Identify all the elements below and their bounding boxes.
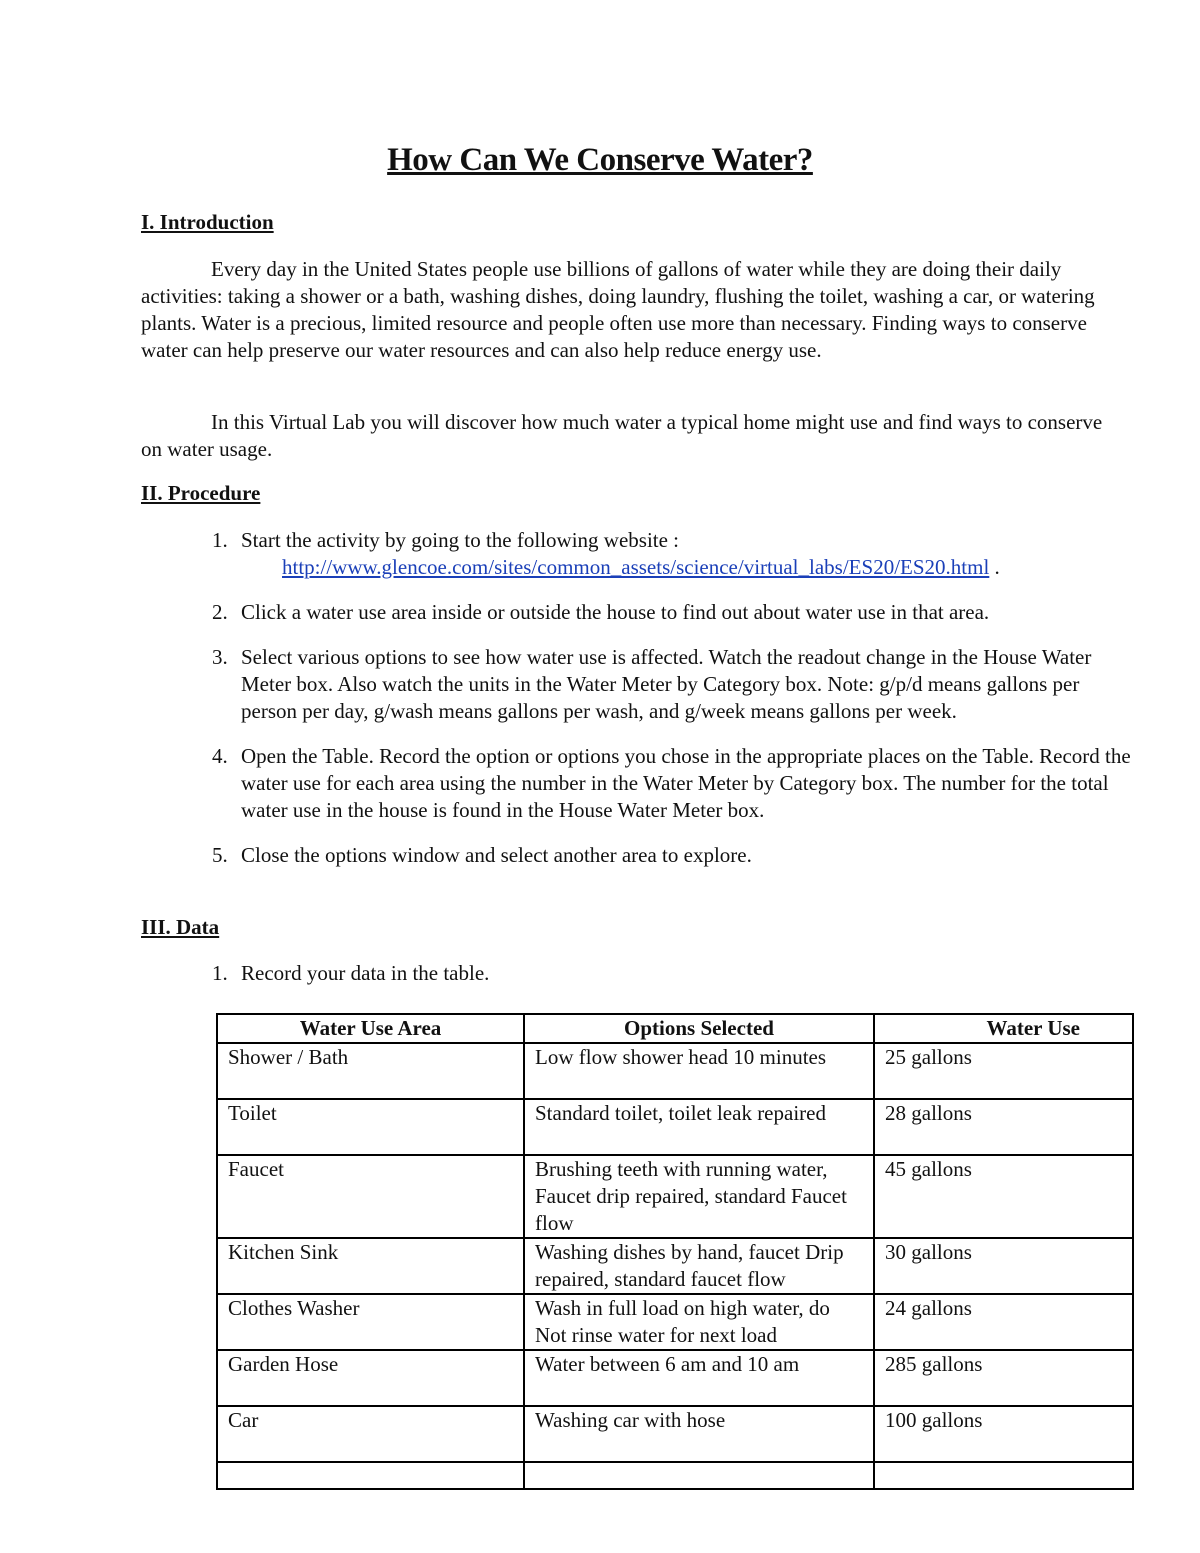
step-number: 1.	[212, 961, 228, 985]
table-row	[217, 1294, 1133, 1350]
cell-water-use: 28 gallons	[874, 1099, 1133, 1155]
cell-area: Kitchen Sink	[217, 1238, 524, 1294]
cell-options: Low flow shower head 10 minutes	[524, 1043, 874, 1099]
intro-paragraph-1-text: Every day in the United States people use billions of gallons of water while they are doing their daily activities: taking a shower or a bath, washing dishes, doing laundry, flushing the toilet, washing a car, or watering plants. Water is a precious, limited resource and people often use more than necessary. Finding ways to conserve water can help preserve our water resources and can also help reduce energy use.	[141, 257, 1095, 362]
cell-area: Toilet	[217, 1099, 524, 1155]
procedure-step	[212, 527, 1132, 581]
cell-water-use: 24 gallons	[874, 1294, 1133, 1350]
table-header-row	[217, 1014, 1133, 1043]
step-number: 3.	[212, 645, 228, 669]
step-number: 1.	[212, 528, 228, 552]
cell-area: Shower / Bath	[217, 1043, 524, 1099]
intro-paragraph-1	[141, 256, 1126, 364]
data-step	[212, 960, 1132, 987]
header-options-selected: Options Selected	[524, 1014, 874, 1043]
intro-paragraph-2	[141, 409, 1126, 463]
cell-options: Washing dishes by hand, faucet Drip repaired, standard faucet flow	[524, 1238, 874, 1294]
cell-options: Brushing teeth with running water, Faucet drip repaired, standard Faucet flow	[524, 1155, 874, 1238]
lab-website-link[interactable]: http://www.glencoe.com/sites/common_assets/science/virtual_labs/ES20/ES20.html	[282, 555, 990, 579]
cell-options: Washing car with hose	[524, 1406, 874, 1462]
step-text: Start the activity by going to the following website :	[241, 528, 680, 552]
step-number: 5.	[212, 843, 228, 867]
cell-water-use: 30 gallons	[874, 1238, 1133, 1294]
cell-options: Wash in full load on high water, do Not rinse water for next load	[524, 1294, 874, 1350]
intro-paragraph-2-text: In this Virtual Lab you will discover how much water a typical home might use and find ways to conserve on water usage.	[141, 410, 1103, 461]
cell-area	[217, 1462, 524, 1489]
table-row	[217, 1238, 1133, 1294]
table-row	[217, 1350, 1133, 1406]
cell-area: Garden Hose	[217, 1350, 524, 1406]
table-row	[217, 1462, 1133, 1489]
step-text: Select various options to see how water use is affected. Watch the readout change in the House Water Meter box. Also watch the units in the Water Meter by Category box. Note: g/p/d means gallons per person per day, g/wash means gallons per wash, and g/week means gallons per week.	[241, 645, 1092, 723]
table-row	[217, 1099, 1133, 1155]
cell-area: Car	[217, 1406, 524, 1462]
procedure-step	[212, 644, 1132, 725]
procedure-step	[212, 743, 1132, 824]
table-row	[217, 1406, 1133, 1462]
cell-water-use: 25 gallons	[874, 1043, 1133, 1099]
header-water-use: Water Use	[874, 1014, 1133, 1043]
cell-water-use: 45 gallons	[874, 1155, 1133, 1238]
cell-water-use: 100 gallons	[874, 1406, 1133, 1462]
cell-area: Faucet	[217, 1155, 524, 1238]
procedure-step	[212, 599, 1132, 626]
page-title: How Can We Conserve Water?	[387, 142, 813, 178]
data-list	[212, 960, 1132, 987]
procedure-step	[212, 842, 1132, 869]
step-text: Click a water use area inside or outside the house to find out about water use in that area.	[241, 600, 990, 624]
cell-area: Clothes Washer	[217, 1294, 524, 1350]
step-number: 4.	[212, 744, 228, 768]
procedure-heading: II. Procedure	[141, 481, 261, 505]
cell-water-use	[874, 1462, 1133, 1489]
step-text: Open the Table. Record the option or options you chose in the appropriate places on the Table. Record the water use for each area using the number in the Water Meter by Category box. The number for the total water use in the house is found in the House Water Meter box.	[241, 744, 1131, 822]
step-number: 2.	[212, 600, 228, 624]
header-water-use-area: Water Use Area	[217, 1014, 524, 1043]
cell-options: Water between 6 am and 10 am	[524, 1350, 874, 1406]
table-row	[217, 1155, 1133, 1238]
procedure-list	[212, 527, 1132, 869]
water-use-table	[216, 1013, 1134, 1490]
link-suffix: .	[989, 555, 1000, 579]
introduction-heading: I. Introduction	[141, 210, 274, 234]
table-row	[217, 1043, 1133, 1099]
cell-options	[524, 1462, 874, 1489]
step-text: Close the options window and select another area to explore.	[241, 843, 752, 867]
step-text: Record your data in the table.	[241, 961, 490, 985]
cell-options: Standard toilet, toilet leak repaired	[524, 1099, 874, 1155]
data-heading: III. Data	[141, 915, 220, 939]
cell-water-use: 285 gallons	[874, 1350, 1133, 1406]
